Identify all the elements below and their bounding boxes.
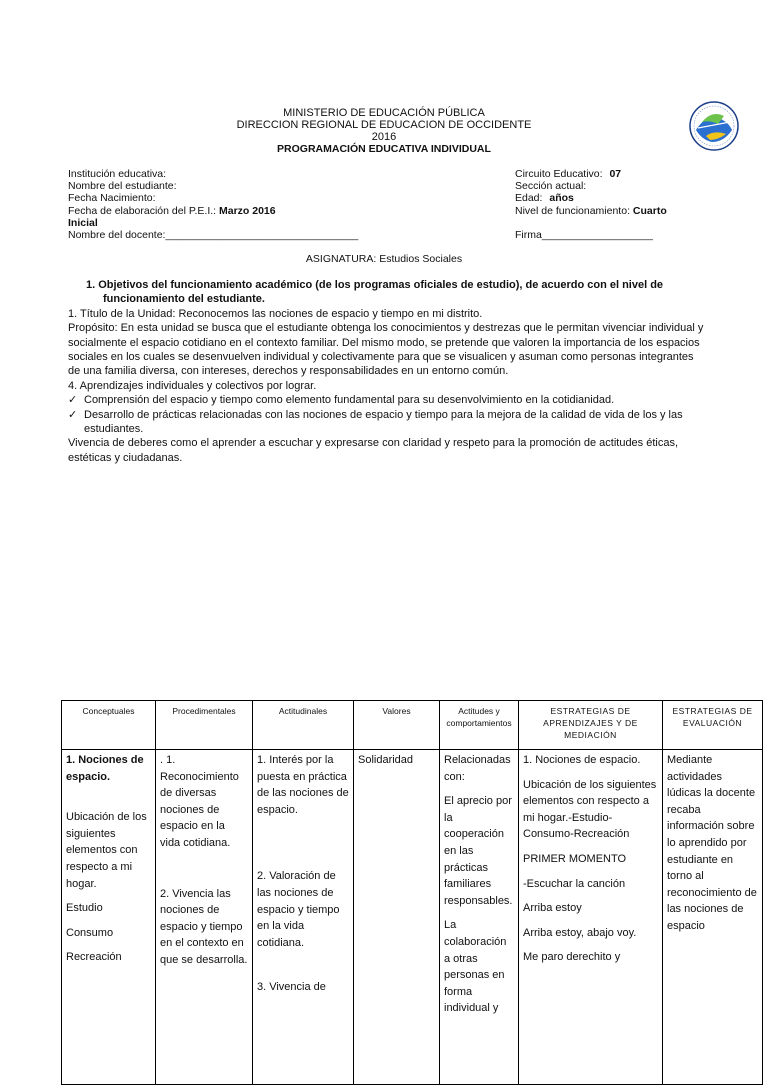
duties-paragraph: Vivencia de deberes como el aprender a escuchar y expresarse con claridad y respeto para la promoción de actitudes éticas, estéticas y ciudadanas. bbox=[68, 437, 679, 464]
objectives-section bbox=[68, 278, 708, 465]
document-title: PROGRAMACIÓN EDUCATIVA INDIVIDUAL bbox=[277, 143, 491, 155]
table-row bbox=[62, 750, 763, 1085]
year-label: 2016 bbox=[371, 131, 397, 143]
header-estrategias-mediacion: ESTRATEGIAS DE APRENDIZAJES Y DE MEDIACIÓN bbox=[519, 701, 663, 750]
regional-seal-icon bbox=[688, 100, 740, 152]
elaboration-date-field: Fecha de elaboración del P.E.I.: Marzo 2016 bbox=[68, 204, 276, 217]
regional-direction-title: DIRECCION REGIONAL DE EDUCACION DE OCCIDENTE bbox=[236, 119, 532, 131]
section-field: Sección actual: bbox=[515, 180, 587, 193]
age-field: Edad: años bbox=[515, 192, 574, 205]
signature-field: Firma___________________ bbox=[515, 228, 653, 241]
level-continuation: Inicial bbox=[68, 216, 98, 229]
goal-item: ✓ Comprensión del espacio y tiempo como elemento fundamental para su desenvolvimiento en la cotidianidad. bbox=[68, 394, 615, 407]
learning-goals-heading: 4. Aprendizajes individuales y colectivos por lograr. bbox=[68, 379, 317, 392]
header-actitudes: Actitudes y comportamientos bbox=[440, 701, 519, 750]
purpose-paragraph: Propósito: En esta unidad se busca que el estudiante obtenga los conocimientos y destrezas que le permitan vivenciar individual y socialmente el espacio cotidiano en el contexto familiar. Del mismo modo, se pretende que valoren la importancia de los espacios sociales en los cuales se desenvuelven individual y colectivamente para que se visualicen y asuman como personas integrantes de una familia diversa, con intereses, derechos y responsabilidades en un entorno común. bbox=[68, 322, 704, 378]
cell-actitudinales: 1. Interés por la puesta en práctica de las nociones de espacio. 2. Valoración de las nociones de espacio y tiempo en la vida cotidiana. 3. Vivencia de bbox=[253, 750, 354, 1085]
table-header-row bbox=[62, 701, 763, 750]
header-valores: Valores bbox=[354, 701, 440, 750]
cell-conceptuales: 1. Nociones de espacio. Ubicación de los siguientes elementos con respecto a mi hogar. Estudio Consumo Recreación bbox=[62, 750, 156, 1085]
ministry-title: MINISTERIO DE EDUCACIÓN PÚBLICA bbox=[283, 107, 485, 119]
header-actitudinales: Actitudinales bbox=[253, 701, 354, 750]
teacher-name-field: Nombre del docente:_________________________________ bbox=[68, 229, 359, 242]
cell-procedimentales: . 1. Reconocimiento de diversas nociones de espacio en la vida cotidiana. 2. Vivencia las nociones de espacio y tiempo en el contexto en que se desarrolla. bbox=[156, 750, 253, 1085]
cell-estrategias-mediacion: 1. Nociones de espacio. Ubicación de los siguientes elementos con respecto a mi hogar.-Estudio-Consumo-Recreación PRIMER MOMENTO -Escuchar la canción Arriba estoy Arriba estoy, abajo voy. Me paro derechito y bbox=[519, 750, 663, 1085]
subject-label: ASIGNATURA: Estudios Sociales bbox=[305, 253, 463, 265]
cell-actitudes: Relacionadas con: El aprecio por la cooperación en las prácticas familiares responsables. La colaboración a otras personas en forma individual y bbox=[440, 750, 519, 1085]
objectives-heading: 1. Objetivos del funcionamiento académico (de los programas oficiales de estudio), de acuerdo con el nivel de funcionamiento del estudiante. bbox=[86, 279, 664, 306]
institution-field: Institución educativa: bbox=[68, 168, 167, 180]
unit-title: 1. Título de la Unidad: Reconocemos las nociones de espacio y tiempo en mi distrito. bbox=[68, 307, 483, 320]
cell-estrategias-evaluacion: Mediante actividades lúdicas la docente recaba información sobre lo aprendido por estudiante en torno al reconocimiento de las nociones de espacio bbox=[663, 750, 763, 1085]
cell-valores: Solidaridad bbox=[354, 750, 440, 1085]
student-info-left bbox=[68, 168, 358, 241]
circuit-field: Circuito Educativo: 07 bbox=[515, 168, 622, 180]
student-info-right bbox=[515, 168, 667, 241]
goal-item: ✓ Desarrollo de prácticas relacionadas con las nociones de espacio y tiempo para la mejora de la calidad de vida de los y las estudiantes. bbox=[68, 408, 683, 436]
checkmark-icon: ✓ bbox=[68, 394, 78, 407]
checkmark-icon: ✓ bbox=[68, 408, 78, 421]
header-conceptuales: Conceptuales bbox=[62, 701, 156, 750]
functioning-level-field: Nivel de funcionamiento: Cuarto bbox=[515, 204, 667, 217]
header-procedimentales: Procedimentales bbox=[156, 701, 253, 750]
planning-table bbox=[61, 700, 763, 1085]
header-estrategias-evaluacion: ESTRATEGIAS DE EVALUACIÓN bbox=[663, 701, 763, 750]
birth-date-field: Fecha Nacimiento: bbox=[68, 192, 156, 205]
student-name-field: Nombre del estudiante: bbox=[68, 180, 177, 193]
